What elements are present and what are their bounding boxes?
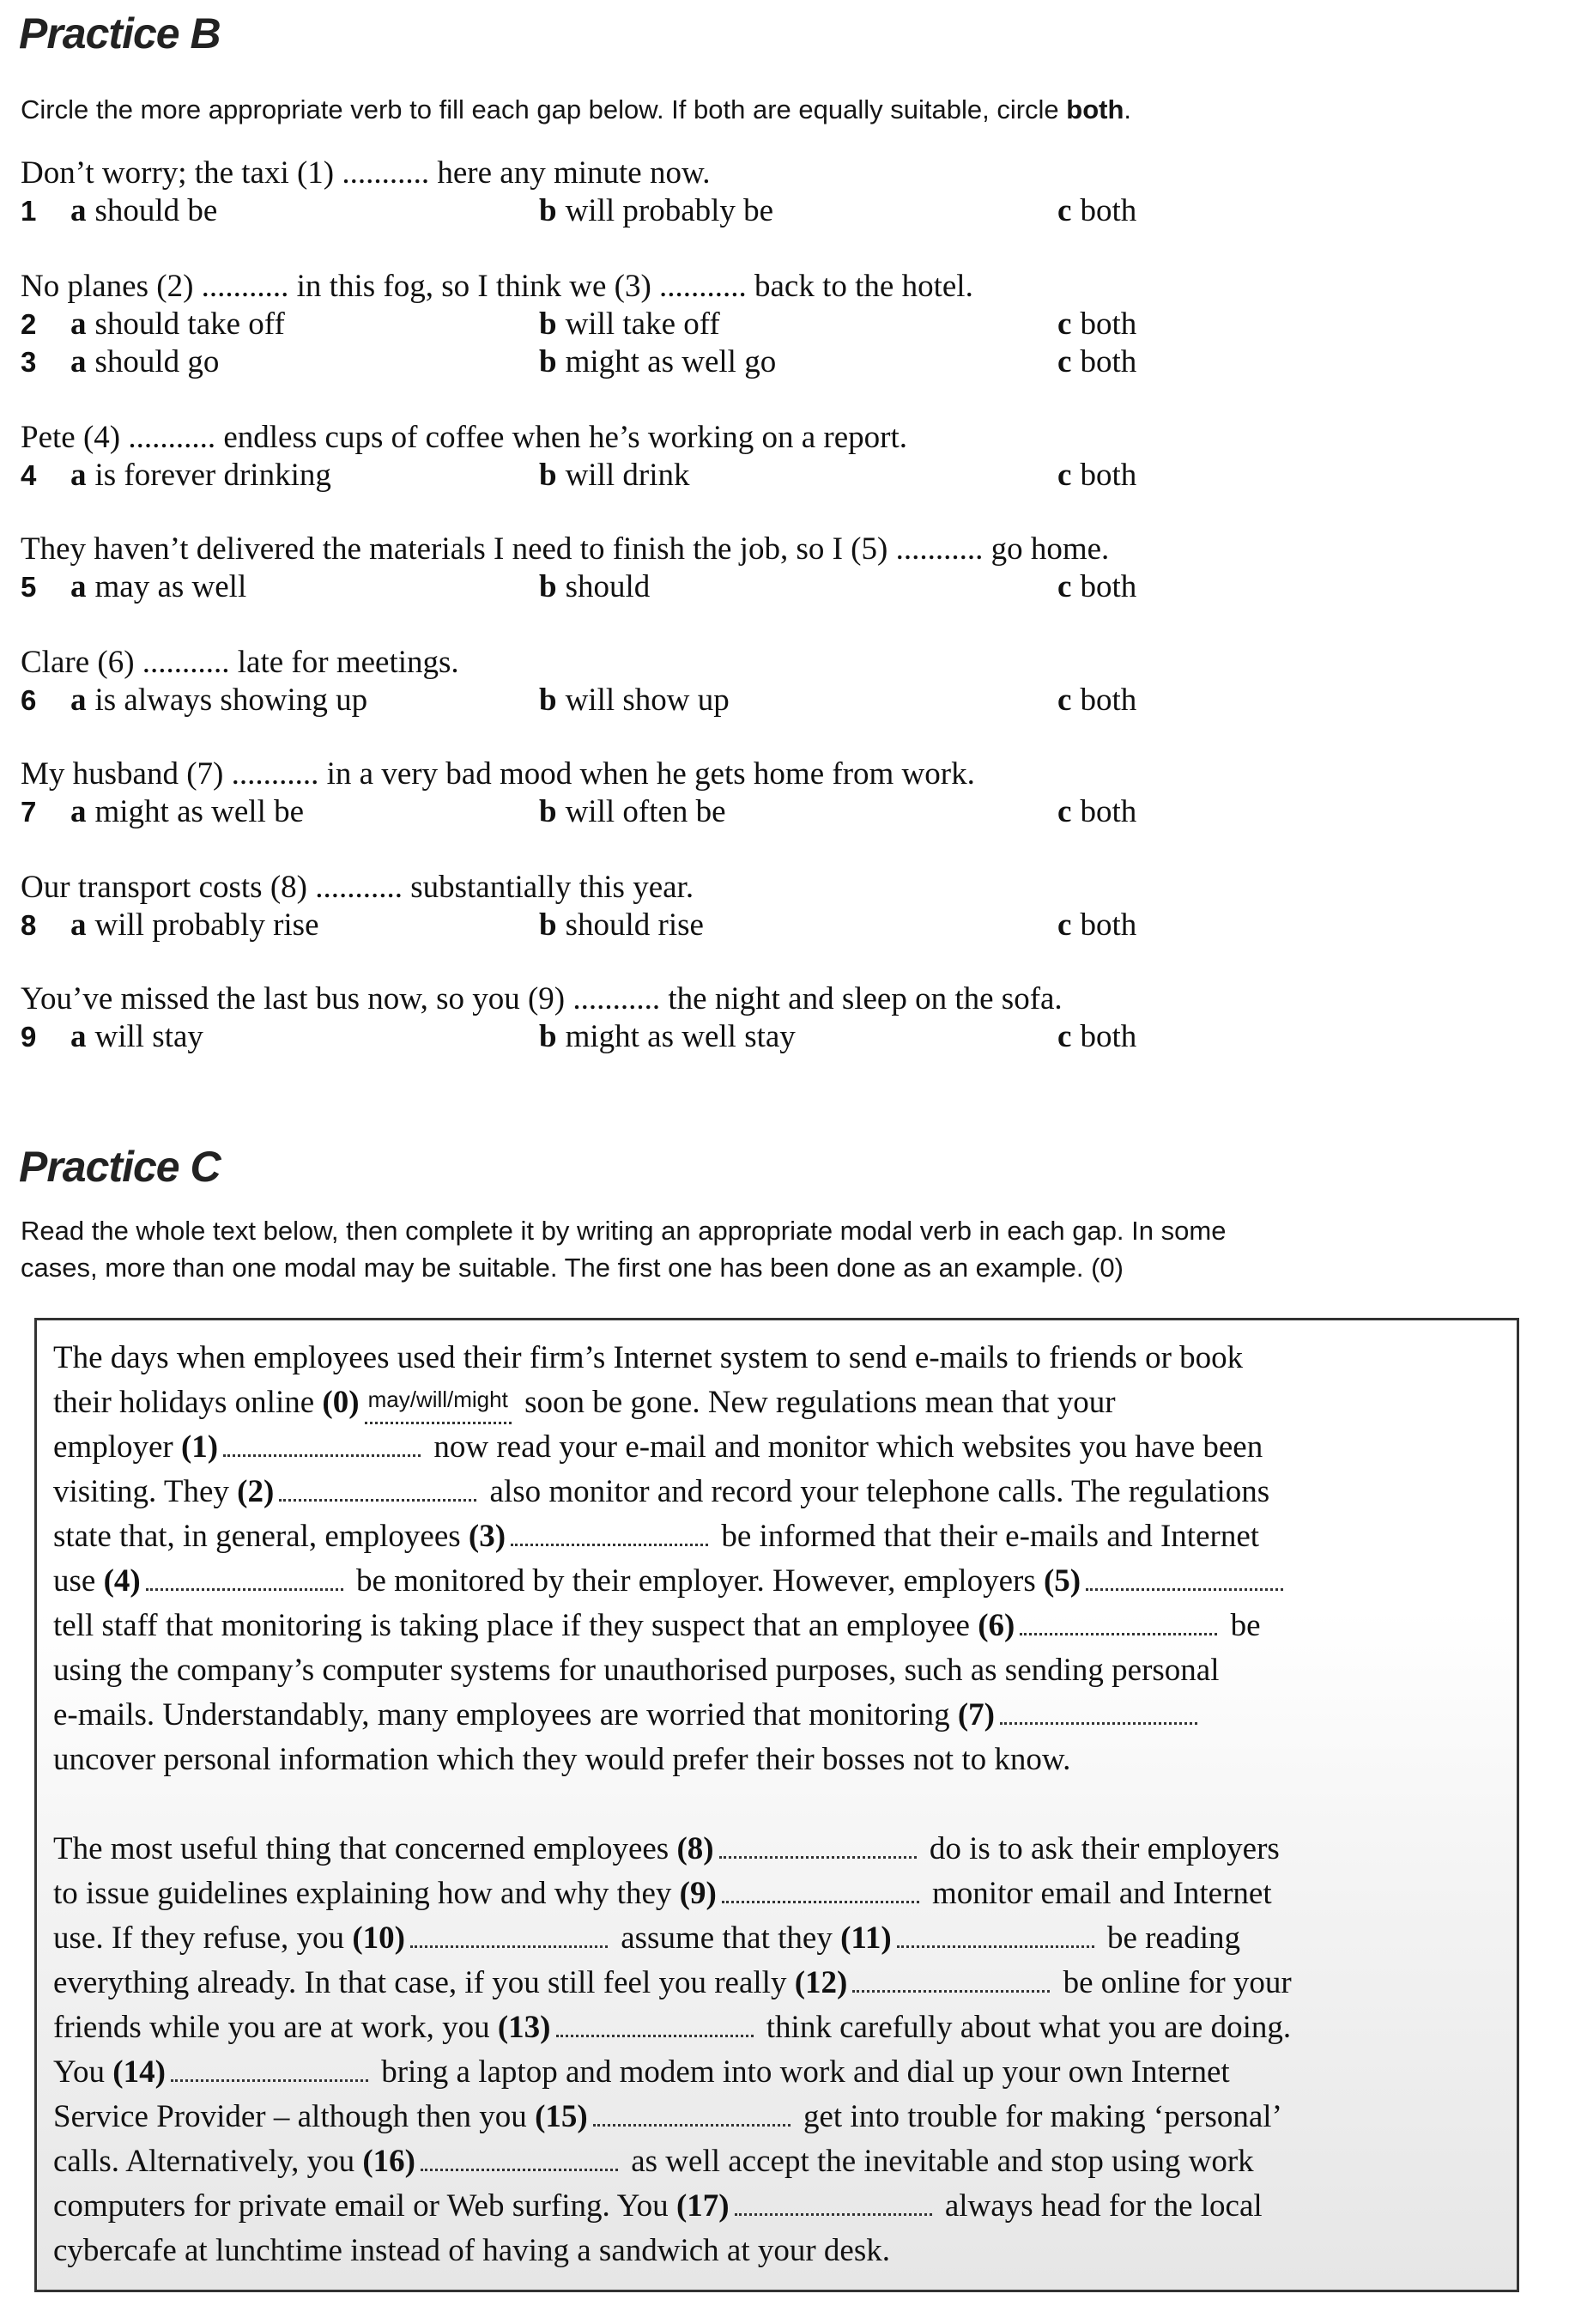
- option-letter: b: [539, 193, 557, 228]
- option-c[interactable]: [1057, 306, 1136, 343]
- option-c[interactable]: [1057, 192, 1136, 230]
- passage-text: visiting. They: [53, 1474, 238, 1509]
- answer-gap[interactable]: [1086, 1564, 1283, 1591]
- option-row: [21, 343, 1531, 381]
- option-text: both: [1080, 1019, 1137, 1054]
- gap-number: (0): [322, 1385, 360, 1420]
- passage-text: get into trouble for making ‘personal’: [795, 2099, 1282, 2134]
- gap-number: (17): [675, 2188, 730, 2224]
- passage-text: The days when employees used their firm’s Internet system to send e-mails to friends or book: [53, 1340, 1244, 1375]
- option-text: might as well stay: [565, 1019, 796, 1054]
- option-text: is always showing up: [94, 683, 368, 718]
- passage-line: [53, 1380, 1512, 1425]
- gap-number: (1): [180, 1429, 219, 1465]
- answer-gap[interactable]: [556, 2011, 754, 2037]
- option-text: might as well go: [565, 344, 777, 379]
- passage-text: cybercafe at lunchtime instead of having a sandwich at your desk.: [53, 2233, 891, 2268]
- option-row: [21, 568, 1531, 606]
- option-text: will take off: [565, 306, 720, 342]
- instruction-line-1: Read the whole text below, then complete it by writing an appropriate modal verb in each gap. In some: [21, 1216, 1227, 1246]
- option-letter: b: [539, 569, 557, 604]
- option-row: [21, 306, 1531, 343]
- instruction-text: Circle the more appropriate verb to fill each gap below. If both are equally suitable, circle: [21, 94, 1067, 124]
- passage-text: uncover personal information which they would prefer their bosses not to know.: [53, 1742, 1071, 1777]
- gap-number: (4): [103, 1563, 141, 1599]
- answer-gap[interactable]: [279, 1475, 476, 1502]
- option-letter: b: [539, 458, 557, 493]
- gap-number: (5): [1043, 1563, 1081, 1599]
- option-text: both: [1080, 193, 1137, 228]
- option-b[interactable]: [539, 457, 690, 495]
- gap-number: (7): [957, 1697, 996, 1732]
- gap-number: (11): [840, 1920, 892, 1956]
- option-row: [21, 192, 1531, 230]
- passage-text: The most useful thing that concerned employees: [53, 1831, 677, 1866]
- option-letter: b: [539, 344, 557, 379]
- passage-text: Service Provider – although then you: [53, 2099, 536, 2134]
- option-b[interactable]: [539, 1018, 796, 1056]
- option-a[interactable]: [70, 1018, 203, 1056]
- option-row: [21, 907, 1531, 944]
- answer-gap[interactable]: [897, 1921, 1094, 1948]
- option-letter: a: [70, 794, 87, 829]
- passage-line: [53, 1559, 1512, 1604]
- option-letter: a: [70, 458, 87, 493]
- option-row: [21, 793, 1531, 831]
- option-letter: b: [539, 683, 557, 718]
- gap-number: (13): [497, 2010, 551, 2045]
- question-block: [21, 869, 1531, 944]
- passage-text: computers for private email or Web surfing. You: [53, 2188, 676, 2224]
- passage-line: [53, 1514, 1512, 1559]
- instruction-bold-both: both: [1066, 94, 1124, 124]
- practice-c-instruction: [21, 1212, 1531, 1286]
- gap-number: (14): [112, 2054, 166, 2090]
- option-row: [21, 457, 1531, 495]
- passage-text: be online for your: [1055, 1965, 1292, 2000]
- option-text: both: [1080, 569, 1137, 604]
- question-number: 5: [21, 571, 37, 603]
- passage-line: [53, 1648, 1512, 1693]
- option-text: will drink: [565, 458, 690, 493]
- option-c[interactable]: [1057, 343, 1136, 381]
- option-letter: c: [1057, 907, 1072, 943]
- option-a[interactable]: [70, 306, 285, 343]
- passage-text: now read your e-mail and monitor which websites you have been: [426, 1429, 1263, 1465]
- option-letter: b: [539, 306, 557, 342]
- question-sentence: Don’t worry; the taxi (1) ........... here any minute now.: [21, 155, 711, 191]
- answer-gap[interactable]: [223, 1430, 421, 1457]
- passage-line: [53, 2184, 1512, 2229]
- option-letter: c: [1057, 344, 1072, 379]
- passage-line: [53, 2229, 1512, 2273]
- option-text: both: [1080, 794, 1137, 829]
- question-sentence: My husband (7) ........... in a very bad mood when he gets home from work.: [21, 756, 975, 792]
- passage-text: be: [1222, 1608, 1261, 1643]
- option-text: should go: [94, 344, 220, 379]
- option-letter: a: [70, 344, 87, 379]
- passage-text: always head for the local: [936, 2188, 1263, 2224]
- passage-text: employer: [53, 1429, 181, 1465]
- gap-number: (16): [362, 2144, 415, 2179]
- passage-text: calls. Alternatively, you: [53, 2144, 363, 2179]
- question-number: 3: [21, 346, 37, 378]
- option-b[interactable]: [539, 568, 650, 606]
- gap-number: (12): [794, 1965, 848, 2000]
- gap-number: (8): [676, 1831, 714, 1866]
- option-text: will probably be: [565, 193, 774, 228]
- question-block: [21, 531, 1531, 606]
- option-c[interactable]: [1057, 568, 1136, 606]
- option-a[interactable]: [70, 457, 331, 495]
- option-letter: c: [1057, 569, 1072, 604]
- answer-gap[interactable]: [421, 2145, 618, 2171]
- option-text: both: [1080, 306, 1137, 342]
- passage-line: [53, 2139, 1512, 2184]
- option-c[interactable]: [1057, 907, 1136, 944]
- question-number: 6: [21, 684, 37, 716]
- option-text: might as well be: [94, 794, 305, 829]
- option-text: both: [1080, 458, 1137, 493]
- passage-line: [53, 1470, 1512, 1514]
- passage-text: think carefully about what you are doing.: [758, 2010, 1292, 2045]
- instruction-line-2: cases, more than one modal may be suitable. The first one has been done as an example. (0): [21, 1253, 1124, 1283]
- passage-line: [53, 2095, 1512, 2139]
- passage-text: use: [53, 1563, 104, 1599]
- question-sentence: Pete (4) ........... endless cups of coffee when he’s working on a report.: [21, 420, 907, 455]
- question-block: [21, 980, 1531, 1056]
- option-letter: a: [70, 193, 87, 228]
- option-b[interactable]: [539, 682, 730, 719]
- passage-text: soon be gone. New regulations mean that your: [516, 1385, 1116, 1420]
- answer-gap[interactable]: [719, 1832, 917, 1859]
- option-a[interactable]: [70, 793, 304, 831]
- option-letter: b: [539, 907, 557, 943]
- option-a[interactable]: [70, 682, 367, 719]
- question-sentence: No planes (2) ........... in this fog, so I think we (3) ........... back to the hotel.: [21, 269, 973, 304]
- answer-gap[interactable]: [735, 2189, 932, 2216]
- option-a[interactable]: [70, 192, 217, 230]
- option-text: may as well: [94, 569, 247, 604]
- gap-number: (6): [978, 1608, 1015, 1643]
- option-text: both: [1080, 907, 1137, 943]
- passage-line: [53, 1738, 1512, 1782]
- example-answer: may/will/might: [365, 1377, 512, 1424]
- passage-line: [53, 1604, 1512, 1648]
- gap-number: (3): [468, 1519, 506, 1554]
- option-row: [21, 1018, 1531, 1056]
- option-b[interactable]: [539, 192, 773, 230]
- passage-text: be monitored by their employer. However, employers: [348, 1563, 1044, 1599]
- option-b[interactable]: [539, 306, 720, 343]
- question-number: 4: [21, 459, 37, 491]
- practice-b-heading: Practice B: [19, 9, 221, 58]
- passage-text: be reading: [1099, 1920, 1241, 1956]
- option-letter: c: [1057, 458, 1072, 493]
- option-a[interactable]: [70, 343, 219, 381]
- passage-text: tell staff that monitoring is taking place if they suspect that an employee: [53, 1608, 978, 1643]
- passage-text: using the company’s computer systems for unauthorised purposes, such as sending personal: [53, 1653, 1220, 1688]
- option-b[interactable]: [539, 343, 776, 381]
- question-block: [21, 419, 1531, 495]
- gap-number: (2): [237, 1474, 275, 1509]
- option-letter: c: [1057, 1019, 1072, 1054]
- passage-line: [53, 2050, 1512, 2095]
- passage-text: to issue guidelines explaining how and why they: [53, 1876, 680, 1911]
- option-letter: b: [539, 794, 557, 829]
- passage-line: [53, 1916, 1512, 1961]
- answer-gap[interactable]: [1020, 1609, 1217, 1635]
- option-text: should: [565, 569, 651, 604]
- passage-text: also monitor and record your telephone calls. The regulations: [482, 1474, 1270, 1509]
- gap-number: (9): [679, 1876, 717, 1911]
- answer-gap[interactable]: [722, 1877, 919, 1903]
- option-text: should take off: [94, 306, 285, 342]
- option-letter: c: [1057, 794, 1072, 829]
- passage-text: be informed that their e-mails and Internet: [713, 1519, 1260, 1554]
- passage-text: use. If they refuse, you: [53, 1920, 353, 1956]
- option-text: both: [1080, 344, 1137, 379]
- option-b[interactable]: [539, 907, 704, 944]
- question-number: 9: [21, 1021, 37, 1053]
- passage-text: You: [53, 2054, 113, 2090]
- answer-gap[interactable]: [146, 1564, 343, 1591]
- question-block: [21, 755, 1531, 831]
- option-letter: a: [70, 683, 87, 718]
- answer-gap[interactable]: [593, 2100, 791, 2127]
- passage-text: as well accept the inevitable and stop using work: [622, 2144, 1254, 2179]
- option-text: will often be: [565, 794, 726, 829]
- option-text: will probably rise: [94, 907, 319, 943]
- passage-text: do is to ask their employers: [921, 1831, 1280, 1866]
- option-letter: a: [70, 306, 87, 342]
- passage-text: friends while you are at work, you: [53, 2010, 498, 2045]
- option-letter: c: [1057, 306, 1072, 342]
- question-block: [21, 155, 1531, 230]
- question-block: [21, 644, 1531, 719]
- passage-text: assume that they: [612, 1920, 841, 1956]
- option-text: should rise: [565, 907, 704, 943]
- option-text: will show up: [565, 683, 730, 718]
- passage-text: e-mails. Understandably, many employees are worried that monitoring: [53, 1697, 958, 1732]
- question-block: [21, 268, 1531, 381]
- passage-line: [53, 1827, 1512, 1872]
- answer-gap[interactable]: [511, 1520, 708, 1546]
- option-letter: c: [1057, 193, 1072, 228]
- passage-text: state that, in general, employees: [53, 1519, 469, 1554]
- passage-line: [53, 1336, 1512, 1380]
- answer-gap[interactable]: [410, 1921, 608, 1948]
- option-text: should be: [94, 193, 218, 228]
- question-sentence: Clare (6) ........... late for meetings.: [21, 645, 459, 680]
- passage-text: monitor email and Internet: [924, 1876, 1272, 1911]
- instruction-period: .: [1124, 94, 1132, 124]
- answer-gap[interactable]: [1000, 1698, 1197, 1725]
- passage-line: [53, 1961, 1512, 2005]
- answer-gap[interactable]: [852, 1966, 1050, 1993]
- option-letter: a: [70, 1019, 87, 1054]
- option-c[interactable]: [1057, 457, 1136, 495]
- passage-line: [53, 1872, 1512, 1916]
- option-text: both: [1080, 683, 1137, 718]
- option-letter: c: [1057, 683, 1072, 718]
- question-number: 1: [21, 195, 37, 227]
- passage-line: [53, 1425, 1512, 1470]
- passage-text: bring a laptop and modem into work and dial up your own Internet: [373, 2054, 1230, 2090]
- option-c[interactable]: [1057, 1018, 1136, 1056]
- gap-number: (15): [535, 2099, 588, 2134]
- option-c[interactable]: [1057, 682, 1136, 719]
- passage-paragraph-2: [53, 1827, 1512, 2273]
- option-letter: b: [539, 1019, 557, 1054]
- question-sentence: Our transport costs (8) ........... substantially this year.: [21, 870, 694, 905]
- option-text: is forever drinking: [94, 458, 331, 493]
- option-row: [21, 682, 1531, 719]
- option-a[interactable]: [70, 907, 319, 944]
- answer-gap[interactable]: [171, 2055, 368, 2082]
- gap-number: (10): [352, 1920, 405, 1956]
- question-number: 8: [21, 909, 37, 941]
- question-number: 7: [21, 796, 37, 828]
- option-letter: a: [70, 569, 87, 604]
- practice-c-heading: Practice C: [19, 1143, 221, 1191]
- option-b[interactable]: [539, 793, 726, 831]
- question-sentence: You’ve missed the last bus now, so you (9) ........... the night and sleep on the sofa.: [21, 981, 1063, 1016]
- passage-paragraph-1: [53, 1336, 1512, 1782]
- passage-text: everything already. In that case, if you still feel you really: [53, 1965, 795, 2000]
- option-letter: a: [70, 907, 87, 943]
- passage-text: their holidays online: [53, 1385, 323, 1420]
- passage-line: [53, 1693, 1512, 1738]
- practice-b-instruction: [21, 91, 1531, 128]
- passage-line: [53, 2005, 1512, 2050]
- option-a[interactable]: [70, 568, 246, 606]
- option-text: will stay: [94, 1019, 203, 1054]
- question-number: 2: [21, 308, 37, 340]
- option-c[interactable]: [1057, 793, 1136, 831]
- question-sentence: They haven’t delivered the materials I need to finish the job, so I (5) ........... go home.: [21, 531, 1110, 567]
